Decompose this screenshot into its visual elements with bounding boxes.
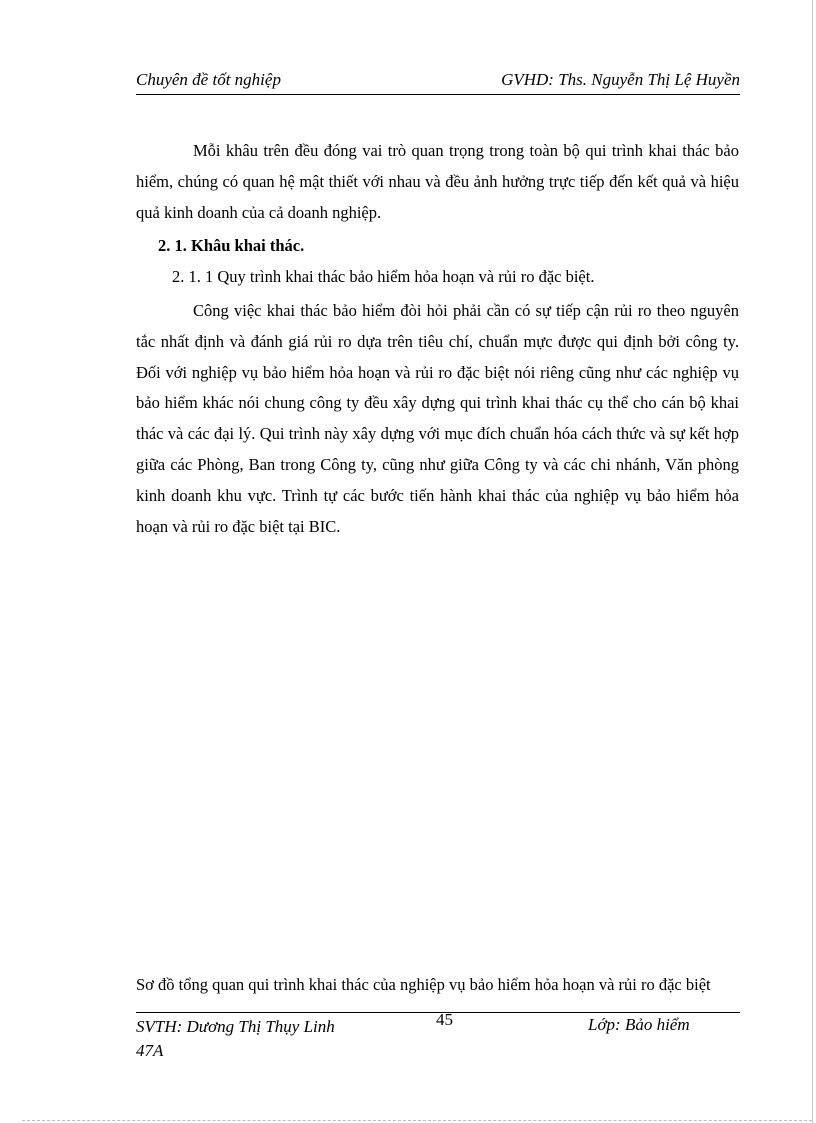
footer-author bbox=[136, 1015, 386, 1063]
header-advisor: GVHD: Ths. Nguyễn Thị Lệ Huyền bbox=[501, 70, 740, 89]
page-border-bottom bbox=[22, 1120, 812, 1121]
diagram-caption: Sơ đồ tổng quan qui trình khai thác của nghiệp vụ bảo hiểm hỏa hoạn và rủi ro đặc biệt bbox=[136, 975, 711, 994]
footer-class: Lớp: Bảo hiểm bbox=[588, 1015, 690, 1034]
paragraph-process: Công việc khai thác bảo hiểm đòi hỏi phải cần có sự tiếp cận rủi ro theo nguyên tắc nhất định và đánh giá rủi ro dựa trên tiêu chí, chuẩn mực được qui định bởi công ty. Đối với nghiệp vụ bảo hiểm hỏa hoạn và rủi ro đặc biệt nói riêng cũng như các nghiệp vụ bảo hiểm khác nói chung công ty đều xây dựng qui trình khai thác cụ thể cho cán bộ khai thác và các đại lý. Qui trình này xây dựng với mục đích chuẩn hóa cách thức và sự kết hợp giữa các Phòng, Ban trong Công ty, cũng như giữa Công ty và các chi nhánh, Văn phòng kinh doanh khu vực. Trình tự các bước tiến hành khai thác của nghiệp vụ bảo hiểm hỏa hoạn và rủi ro đặc biệt tại BIC. bbox=[136, 301, 739, 536]
subsection-heading: 2. 1. 1 Quy trình khai thác bảo hiểm hỏa hoạn và rủi ro đặc biệt. bbox=[172, 267, 595, 286]
footer-author-class: 47A bbox=[136, 1041, 164, 1060]
paragraph-intro: Mỗi khâu trên đều đóng vai trò quan trọng trong toàn bộ qui trình khai thác bảo hiểm, chúng có quan hệ mật thiết với nhau và đều ảnh hưởng trực tiếp đến kết quả và hiệu quả kinh doanh của cả doanh nghiệp. bbox=[136, 141, 739, 222]
page-border-right bbox=[812, 0, 813, 1123]
footer-author-name: SVTH: Dương Thị Thụy Linh bbox=[136, 1017, 335, 1036]
section-heading: 2. 1. Khâu khai thác. bbox=[158, 236, 305, 255]
page-number: 45 bbox=[436, 1010, 453, 1029]
page-header bbox=[136, 68, 740, 95]
header-left-title: Chuyên đề tốt nghiệp bbox=[136, 70, 281, 89]
